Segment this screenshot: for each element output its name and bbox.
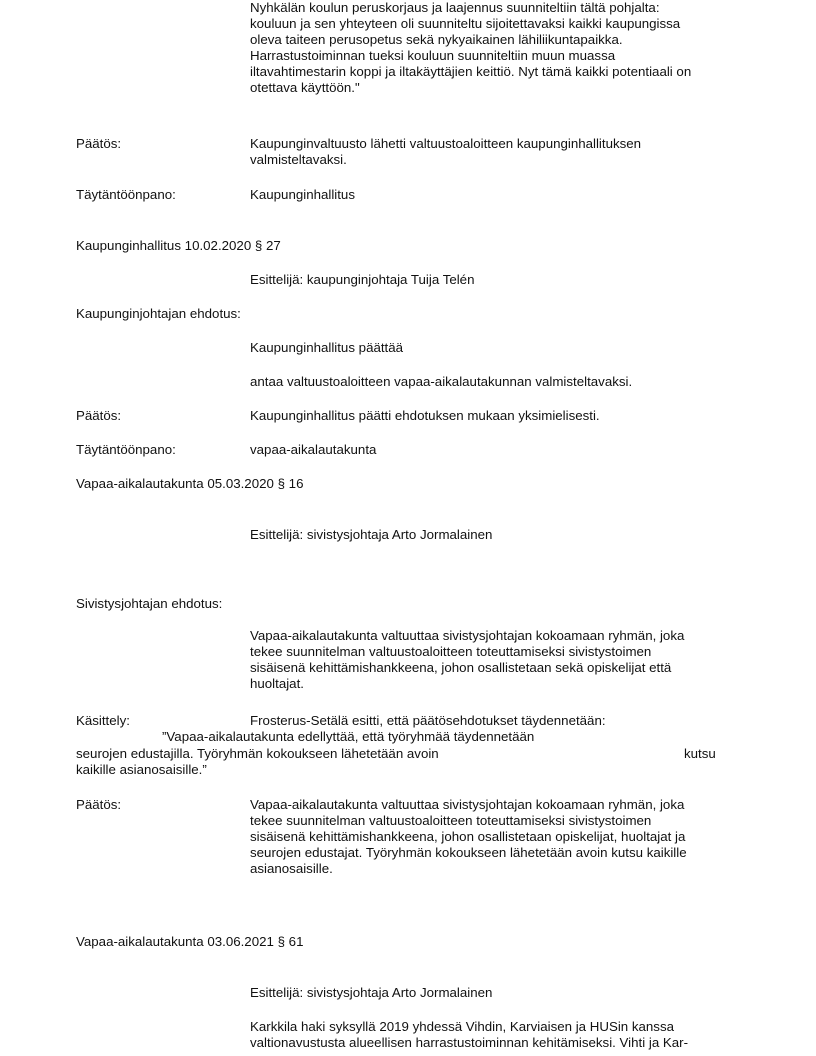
- proposal-text: antaa valtuustoaloitteen vapaa-aikalautakunnan valmisteltavaksi.: [250, 374, 633, 389]
- body-line: valtionavustusta alueellisen harrastustoiminnan kehitämiseksi. Vihti ja Kar-: [250, 1035, 689, 1050]
- decision-line: Vapaa-aikalautakunta valtuuttaa sivistysjohtajan kokoamaan ryhmän, joka: [250, 797, 685, 812]
- implementation-label: Täytäntöönpano:: [76, 442, 176, 457]
- implementation-value: Kaupunginhallitus: [250, 187, 355, 202]
- decision-label: Päätös:: [76, 797, 122, 812]
- intro-line: Nyhkälän koulun peruskorjaus ja laajennus suunniteltiin tältä pohjalta:: [250, 0, 660, 15]
- handling-text: kaikille asianosaisille.”: [76, 762, 207, 777]
- intro-line: iltavahtimestarin koppi ja iltakäyttäjien keittiö. Nyt tämä kaikki potentiaali on: [250, 64, 692, 79]
- proposal-paragraph: [250, 628, 750, 692]
- decision-label: Päätös:: [76, 408, 122, 423]
- decision-line: seurojen edustajat. Työryhmän kokoukseen lähetetään avoin kutsu kaikille: [250, 845, 687, 860]
- section-heading: Vapaa-aikalautakunta 05.03.2020 § 16: [76, 476, 304, 491]
- presenter-line: Esittelijä: kaupunginjohtaja Tuija Telén: [250, 272, 475, 287]
- handling-text: kutsu: [684, 746, 716, 761]
- presenter-line: Esittelijä: sivistysjohtaja Arto Jormalainen: [250, 985, 493, 1000]
- proposal-line: huoltajat.: [250, 676, 304, 691]
- implementation-label: Täytäntöönpano:: [76, 187, 176, 202]
- body-line: Karkkila haki syksyllä 2019 yhdessä Vihdin, Karviaisen ja HUSin kanssa: [250, 1019, 674, 1034]
- intro-line: kouluun ja sen yhteyteen oli suunniteltu sijoitettavaksi kaikki kaupungissa: [250, 16, 681, 31]
- handling-text: seurojen edustajilla. Työryhmän kokoukseen lähetetään avoin: [76, 746, 439, 761]
- handling-label: Käsittely:: [76, 713, 130, 728]
- proposal-line: sisäisenä kehittämishankkeena, johon osallistetaan sekä opiskelijat että: [250, 660, 672, 675]
- decision-line: asianosaisille.: [250, 861, 333, 876]
- intro-line: otettava käyttöön.": [250, 80, 360, 95]
- decision-paragraph: [250, 797, 750, 877]
- proposal-label: Sivistysjohtajan ehdotus:: [76, 596, 223, 611]
- handling-text: Frosterus-Setälä esitti, että päätösehdotukset täydennetään:: [250, 713, 606, 728]
- decision-label: Päätös:: [76, 136, 122, 151]
- handling-text: ”Vapaa-aikalautakunta edellyttää, että työryhmää täydennetään: [162, 729, 535, 744]
- proposal-line: tekee suunnitelman valtuustoaloitteen toteuttamiseksi sivistystoimen: [250, 644, 652, 659]
- decision-line: Kaupunginvaltuusto lähetti valtuustoaloitteen kaupunginhallituksen: [250, 136, 642, 151]
- intro-paragraph: [250, 0, 750, 96]
- decision-text: Kaupunginhallitus päätti ehdotuksen mukaan yksimielisesti.: [250, 408, 600, 423]
- intro-line: Harrastustoiminnan tueksi kouluun suunniteltiin muun muassa: [250, 48, 616, 63]
- intro-line: oleva taiteen perusopetus sekä nykyaikainen lähiliikuntapaikka.: [250, 32, 623, 47]
- body-paragraph: [250, 1019, 750, 1051]
- decision-line: valmisteltavaksi.: [250, 152, 347, 167]
- implementation-value: vapaa-aikalautakunta: [250, 442, 377, 457]
- decision-line: tekee suunnitelman valtuustoaloitteen toteuttamiseksi sivistystoimen: [250, 813, 652, 828]
- proposal-label: Kaupunginjohtajan ehdotus:: [76, 306, 241, 321]
- section-heading: Kaupunginhallitus 10.02.2020 § 27: [76, 238, 281, 253]
- section-heading: Vapaa-aikalautakunta 03.06.2021 § 61: [76, 934, 304, 949]
- council-decision-text: [250, 136, 750, 168]
- presenter-line: Esittelijä: sivistysjohtaja Arto Jormalainen: [250, 527, 493, 542]
- decision-line: sisäisenä kehittämishankkeena, johon osallistetaan opiskelijat, huoltajat ja: [250, 829, 686, 844]
- proposal-text: Kaupunginhallitus päättää: [250, 340, 404, 355]
- proposal-line: Vapaa-aikalautakunta valtuuttaa sivistysjohtajan kokoamaan ryhmän, joka: [250, 628, 685, 643]
